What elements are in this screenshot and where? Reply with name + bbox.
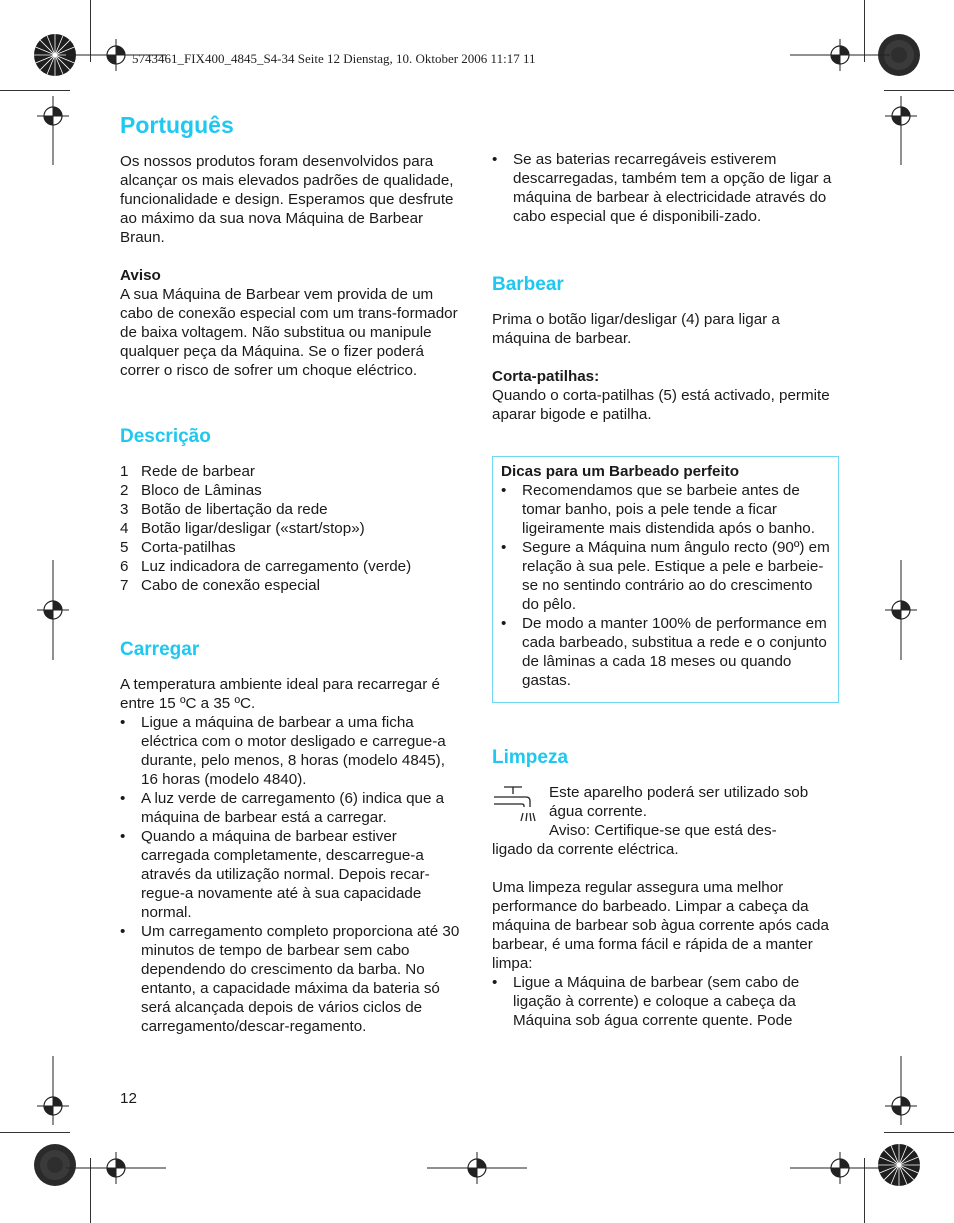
warning-heading: Aviso: [120, 267, 161, 284]
cleaning-list: [492, 973, 839, 1030]
list-item: • A luz verde de carregamento (6) indica que a máquina de barbear está a carregar.: [120, 789, 465, 827]
list-item: 7 Cabo de conexão especial: [120, 577, 321, 594]
shaving-text: Prima o botão ligar/desligar (4) para ligar a máquina de barbear.: [492, 311, 780, 347]
water-note: [492, 783, 839, 840]
list-item: • Um carregamento completo proporciona até 30 minutos de tempo de barbear sem cabo dependendo do crescimento da barba. No entanto, a capacidade máxima da bateria só será alcançada depois de vários ciclos de carregamento/descar-regamento.: [120, 922, 465, 1036]
list-item: • Se as baterias recarregáveis estiverem descarregadas, também tem a opção de ligar a máquina de barbear à electricidade através do cabo especial que é disponibili-zado.: [492, 150, 839, 226]
list-item: • De modo a manter 100% de performance em cada barbeado, substitua a rede e o conjunto de lâminas a cada 18 meses ou quando gastas.: [501, 614, 830, 690]
charging-list: [120, 713, 465, 1036]
charging-heading: Carregar: [120, 639, 200, 660]
right-column: [492, 150, 839, 1030]
intro-paragraph: Os nossos produtos foram desenvolvidos para alcançar os mais elevados padrões de qualidade, funcionalidade e design. Esperamos que desfrute ao máximo da sua nova Máquina de Barbear Braun.: [120, 153, 454, 246]
list-item: 4 Botão ligar/desligar («start/stop»): [120, 520, 365, 537]
tips-heading: Dicas para um Barbeado perfeito: [501, 463, 740, 480]
tips-box: [492, 456, 839, 703]
battery-note-list: [492, 150, 839, 226]
water-note-text: Este aparelho poderá ser utilizado sob água corrente. Aviso: Certifique-se que está des-: [549, 784, 809, 839]
list-item: • Recomendamos que se barbeie antes de tomar banho, pois a pele tende a ficar ligeiramente mais distendida após o banho.: [501, 481, 830, 538]
left-column: [120, 112, 465, 1036]
list-item: • Quando a máquina de barbear estiver carregada completamente, descarregue-a através da utilização normal. Depois recar-regue-a novamente até à sua capacidade normal.: [120, 827, 465, 922]
list-item: 3 Botão de libertação da rede: [120, 501, 328, 518]
description-list: [120, 462, 465, 595]
list-item: 1 Rede de barbear: [120, 463, 255, 480]
shaving-heading: Barbear: [492, 274, 564, 295]
charging-intro: A temperatura ambiente ideal para recarregar é entre 15 ºC a 35 ºC.: [120, 676, 440, 712]
cleaning-heading: Limpeza: [492, 747, 569, 768]
list-item: 2 Bloco de Lâminas: [120, 482, 262, 499]
description-heading: Descrição: [120, 426, 211, 447]
list-item: • Segure a Máquina num ângulo recto (90º) em relação à sua pele. Estique a pele e barbeie-se no sentindo contrário ao do crescimento do pêlo.: [501, 538, 830, 614]
list-item: 5 Corta-patilhas: [120, 539, 236, 556]
list-item: • Ligue a máquina de barbear a uma ficha eléctrica com o motor desligado e carregue-a durante, pelo menos, 8 horas (modelo 4845), 16 horas (modelo 4840).: [120, 713, 465, 789]
cleaning-paragraph: Uma limpeza regular assegura uma melhor performance do barbeado. Limpar a cabeça da máquina de barbear sob àgua corrente após cada barbear, é uma forma fácil e rápida de a manter limpa:: [492, 879, 829, 972]
trimmer-heading: Corta-patilhas:: [492, 368, 600, 385]
page-title: Português: [120, 112, 234, 138]
tips-list: [501, 481, 830, 690]
page-number: 12: [120, 1090, 137, 1107]
list-item: 6 Luz indicadora de carregamento (verde): [120, 558, 412, 575]
water-note-continuation: ligado da corrente eléctrica.: [492, 841, 679, 858]
list-item: • Ligue a Máquina de barbear (sem cabo de ligação à corrente) e coloque a cabeça da Máquina sob água corrente quente. Pode: [492, 973, 839, 1030]
running-water-icon: [492, 785, 536, 825]
warning-text: A sua Máquina de Barbear vem provida de um cabo de conexão especial com um trans-formador de baixa voltagem. Não substitua ou manipule qualquer peça da Máquina. Se o fizer poderá correr o risco de sofrer um choque eléctrico.: [120, 286, 458, 379]
print-slug: 5743461_FIX400_4845_S4-34 Seite 12 Dienstag, 10. Oktober 2006 11:17 11: [132, 51, 536, 66]
trimmer-text: Quando o corta-patilhas (5) está activado, permite aparar bigode e patilha.: [492, 387, 830, 423]
